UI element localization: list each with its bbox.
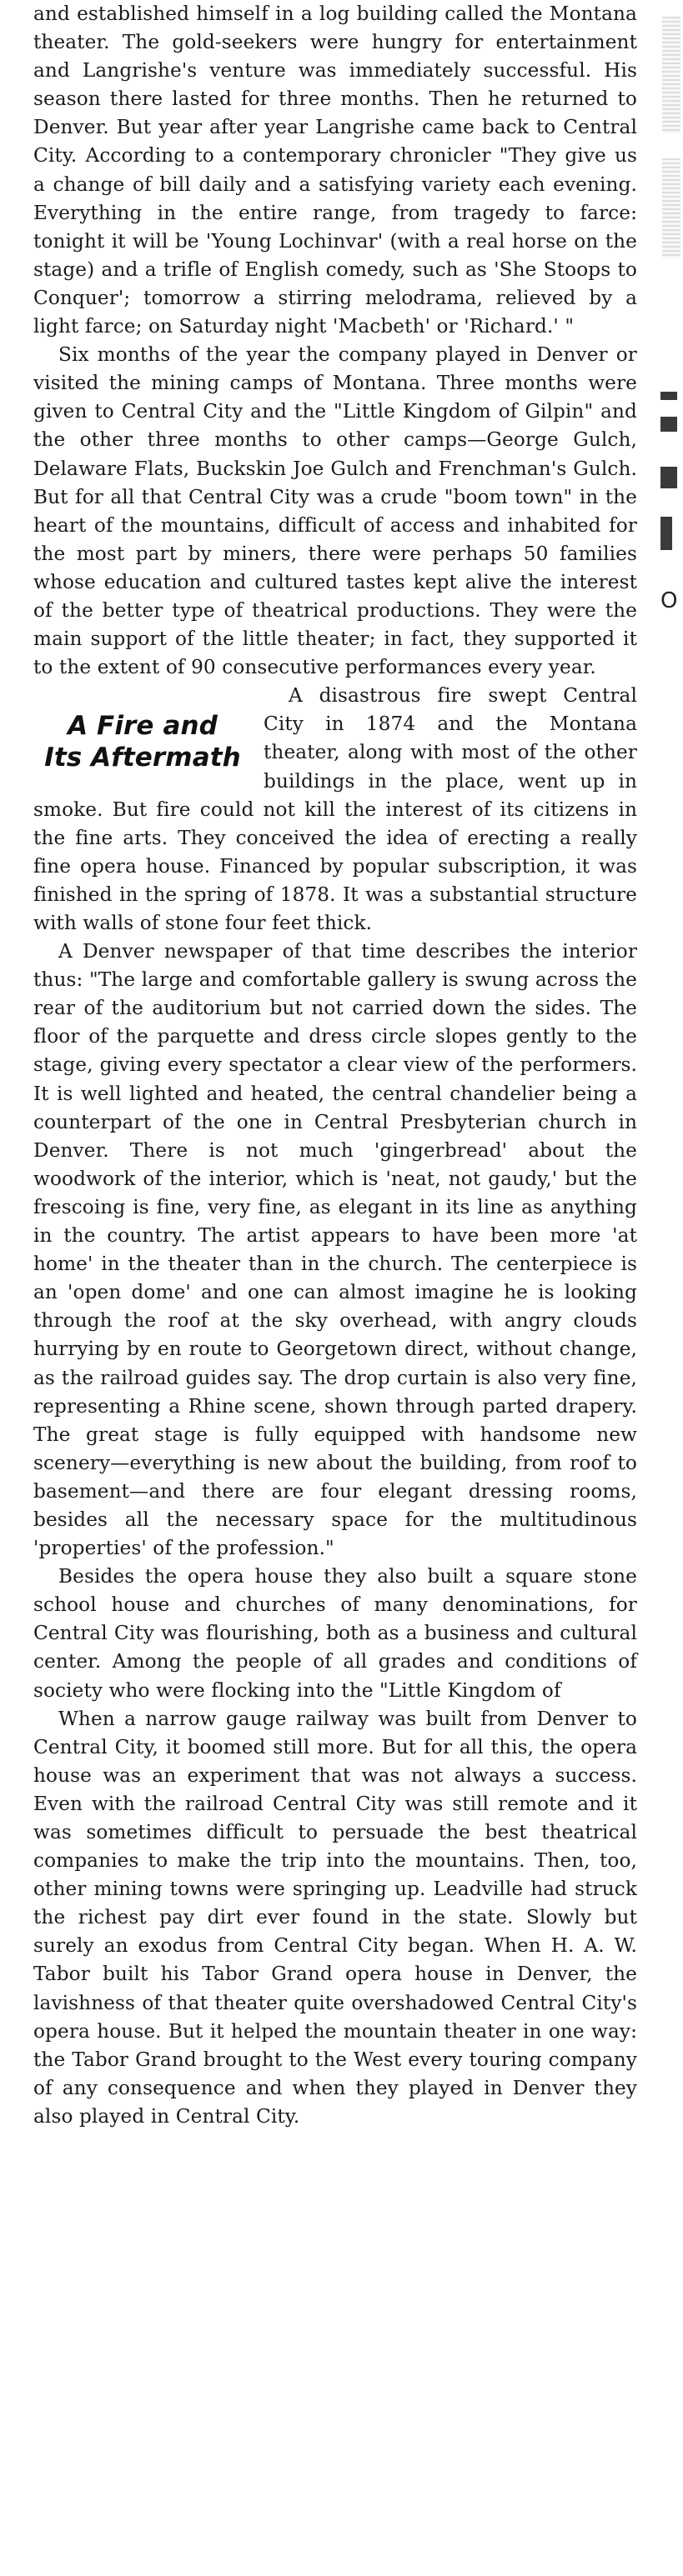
edge-mark xyxy=(660,392,677,400)
edge-texture xyxy=(662,158,680,258)
edge-letter: O xyxy=(660,588,678,613)
paragraph-newspaper-description: A Denver newspaper of that time describes the interior thus: "The large and comfortable gallery is swung across the rear of the auditorium but not carried down the sides. The floor of the parquette and dress circle slopes gently to the stage, giving every spectator a clear view of the performers. It is well lighted and heated, the central chandelier being a counterpart of the one in Central Presbyterian church in Denver. There is not much 'gingerbread' about the woodwork of the interior, which is 'neat, not gaudy,' but the frescoing is fine, very fine, as elegant in its line as anything in the country. The artist appears to have been more 'at home' in the theater than in the church. The centerpiece is an 'open dome' and one can almost imagine he is looking through the roof at the sky overhead, with angry clouds hurrying by en route to Georgetown direct, without change, as the railroad guides say. The drop curtain is also very fine, representing a Rhine scene, shown through parted drapery. The great stage is fully equipped with handsome new scenery—everything is new about the building, from roof to basement—and there are four elegant dressing rooms, besides all the necessary space for the multitudinous 'properties' of the profession." xyxy=(33,940,637,1560)
paragraph-six-months: Six months of the year the company played in Denver or visited the mining camps of Montana. Three months were given to Central City and the "Little Kingdom of Gilpin" and the other three months to other camps—George Gulch, Delaware Flats, Buckskin Joe Gulch and Frenchman's Gulch. But for all that Central City was a crude "boom town" in the heart of the mountains, difficult of access and inhabited for the most part by miners, there were perhaps 50 families whose education and cultured tastes kept alive the interest of the better type of theatrical productions. They were the main support of the little theater; in fact, they supported it to the extent of 90 consecutive performances every year. xyxy=(33,343,637,679)
paragraph-montana-theater: and established himself in a log building called the Montana theater. The gold-seekers were hungry for entertainment and Langrishe's venture was immediately successful. His season there lasted for three months. Then he returned to Denver. But year after year Langrishe came back to Central City. According to a contemporary chronicler "They give us a change of bill daily and a satisfying variety each evening. Everything in the entire range, from tragedy to farce: tonight it will be 'Young Lochinvar' (with a real horse on the stage) and a trifle of English comedy, such as 'She Stoops to Conquer'; tomorrow a stirring melodrama, relieved by a light farce; on Saturday night 'Macbeth' or 'Richard.' " xyxy=(33,3,637,338)
paragraph-railway: When a narrow gauge railway was built from Denver to Central City, it boomed still more. But for all this, the opera house was an experiment that was not always a success. Even with the railroad Central City was still remote and it was sometimes difficult to persuade the best theatrical companies to make the trip into the mountains. Then, too, other mining towns were springing up. Leadville had struck the richest pay dirt ever found in the state. Slowly but surely an exodus from Central City began. When H. A. W. Tabor built his Tabor Grand opera house in Denver, the lavishness of that theater quite overshadowed Central City's opera house. But it helped the mountain theater in one way: the Tabor Grand brought to the West every touring company of any consequence and when they played in Denver they also played in Central City. xyxy=(33,1707,637,2128)
article-column xyxy=(33,0,637,2131)
edge-texture xyxy=(662,17,680,133)
subhead-line-2: Its Aftermath xyxy=(44,743,241,773)
subhead-line-1: A Fire and xyxy=(68,711,218,742)
adjacent-column-fragment xyxy=(657,0,683,750)
edge-mark xyxy=(660,517,672,550)
paragraph-school-churches: Besides the opera house they also built a square stone school house and churches of many denominations, for Central City was flourishing, both as a business and cultural center. Among the people of all grades and conditions of society who were flocking into the "Little Kingdom of xyxy=(33,1565,637,1702)
edge-mark xyxy=(660,467,677,488)
edge-mark xyxy=(660,417,677,432)
paragraph-disastrous-fire: A disastrous fire swept Central City in 1874 and the Montana theater, along with most of the other buildings in the place, went up in smoke. But fire could not kill the interest of its citizens in the fine arts. They conceived the idea of erecting a really fine opera house. Financed by popular subscription, it was finished in the spring of 1878. It was a substantial structure with walls of stone four feet thick. xyxy=(33,684,637,934)
section-subhead xyxy=(33,710,252,773)
fire-section xyxy=(33,682,637,938)
